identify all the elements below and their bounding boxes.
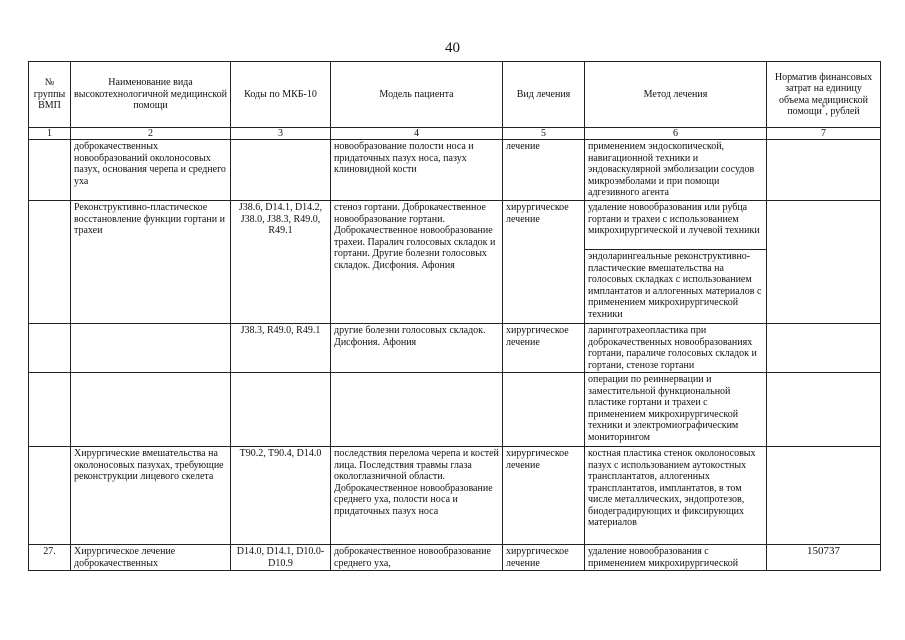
group-cell <box>29 140 71 201</box>
group-cell <box>29 201 71 324</box>
cost-cell <box>767 324 881 373</box>
column-number: 5 <box>503 128 585 140</box>
table-row <box>29 447 881 545</box>
care-type-cell: доброкачественных новообразований околоносовых пазух, основания черепа и среднего уха <box>71 140 231 201</box>
header-group-number: № группы ВМП <box>29 62 71 128</box>
codes-cell: T90.2, T90.4, D14.0 <box>231 447 331 545</box>
group-cell <box>29 447 71 545</box>
method-cell: удаление новообразования или рубца гортани и трахеи с использованием микрохирургической и лучевой техники <box>585 201 767 250</box>
treatment-type-cell: лечение <box>503 140 585 201</box>
treatment-type-cell <box>503 373 585 447</box>
codes-cell: D14.0, D14.1, D10.0-D10.9 <box>231 545 331 571</box>
treatment-type-cell: хирургическое лечение <box>503 324 585 373</box>
codes-cell: J38.3, R49.0, R49.1 <box>231 324 331 373</box>
page-number: 40 <box>445 40 460 56</box>
patient-model-cell: последствия перелома черепа и костей лица. Последствия травмы глаза окологлазничной области. Доброкачественное новообразование среднего уха, полости носа и придаточных пазух носа <box>331 447 503 545</box>
patient-model-cell: другие болезни голосовых складок. Дисфония. Афония <box>331 324 503 373</box>
column-number: 6 <box>585 128 767 140</box>
method-cell: операции по реиннервации и заместительной функциональной пластике гортани и трахеи с применением микрохирургической техники и электромиографическим мониторингом <box>585 373 767 447</box>
vmp-table <box>28 61 881 571</box>
group-cell <box>29 373 71 447</box>
care-type-cell <box>71 324 231 373</box>
cost-cell <box>767 140 881 201</box>
column-number: 3 <box>231 128 331 140</box>
treatment-type-cell: хирургическое лечение <box>503 447 585 545</box>
care-type-cell <box>71 373 231 447</box>
cost-cell: 150737 <box>767 545 881 571</box>
column-number: 1 <box>29 128 71 140</box>
method-cell: костная пластика стенок околоносовых пазух с использованием аутокостных трансплантатов, аллогенных трансплантатов, имплантатов, в том числе металлических, эндопротезов, биодеградирующих и фиксирующих материалов <box>585 447 767 545</box>
codes-cell <box>231 140 331 201</box>
header-cost-norm: Норматив финансовых затрат на единицу объема медицинской помощи*, рублей <box>767 62 881 128</box>
method-cell: удаление новообразования с применением микрохирургической <box>585 545 767 571</box>
method-cell: ларинготрахеопластика при доброкачественных новообразованиях гортани, параличе голосовых складок и гортани, стенозе гортани <box>585 324 767 373</box>
group-cell <box>29 324 71 373</box>
column-number-row <box>29 128 881 140</box>
patient-model-cell: новообразование полости носа и придаточных пазух носа, пазух клиновидной кости <box>331 140 503 201</box>
header-treatment-type: Вид лечения <box>503 62 585 128</box>
care-type-cell: Хирургические вмешательства на околоносовых пазухах, требующие реконструкции лицевого скелета <box>71 447 231 545</box>
table-row <box>29 140 881 201</box>
treatment-type-cell: хирургическое лечение <box>503 545 585 571</box>
patient-model-cell: стеноз гортани. Доброкачественное новообразование гортани. Доброкачественное новообразование трахеи. Паралич голосовых складок и гортани. Другие болезни голосовых складок. Дисфония. Афония <box>331 201 503 324</box>
patient-model-cell: доброкачественное новообразование среднего уха, <box>331 545 503 571</box>
table-row <box>29 201 881 250</box>
cost-cell <box>767 447 881 545</box>
table-row <box>29 373 881 447</box>
care-type-cell: Реконструктивно-пластическое восстановление функции гортани и трахеи <box>71 201 231 324</box>
header-care-type: Наименование вида высокотехнологичной медицинской помощи <box>71 62 231 128</box>
treatment-type-cell: хирургическое лечение <box>503 201 585 324</box>
method-cell: применением эндоскопической, навигационной техники и эндоваскулярной эмболизации сосудов микроэмболами и при помощи адгезивного агента <box>585 140 767 201</box>
codes-cell <box>231 373 331 447</box>
group-cell: 27. <box>29 545 71 571</box>
method-cell: эндоларингеальные реконструктивно-пластические вмешательства на голосовых складках с использованием имплантатов и аллогенных материалов с применением микрохирургической техники <box>585 250 767 324</box>
header-icd-codes: Коды по МКБ-10 <box>231 62 331 128</box>
table-row <box>29 324 881 373</box>
codes-cell: J38.6, D14.1, D14.2, J38.0, J38.3, R49.0, R49.1 <box>231 201 331 324</box>
care-type-cell: Хирургическое лечение доброкачественных <box>71 545 231 571</box>
cost-cell <box>767 373 881 447</box>
cost-cell <box>767 201 881 324</box>
table-row <box>29 545 881 571</box>
header-treatment-method: Метод лечения <box>585 62 767 128</box>
header-patient-model: Модель пациента <box>331 62 503 128</box>
column-number: 4 <box>331 128 503 140</box>
header-row <box>29 62 881 128</box>
column-number: 7 <box>767 128 881 140</box>
patient-model-cell <box>331 373 503 447</box>
column-number: 2 <box>71 128 231 140</box>
